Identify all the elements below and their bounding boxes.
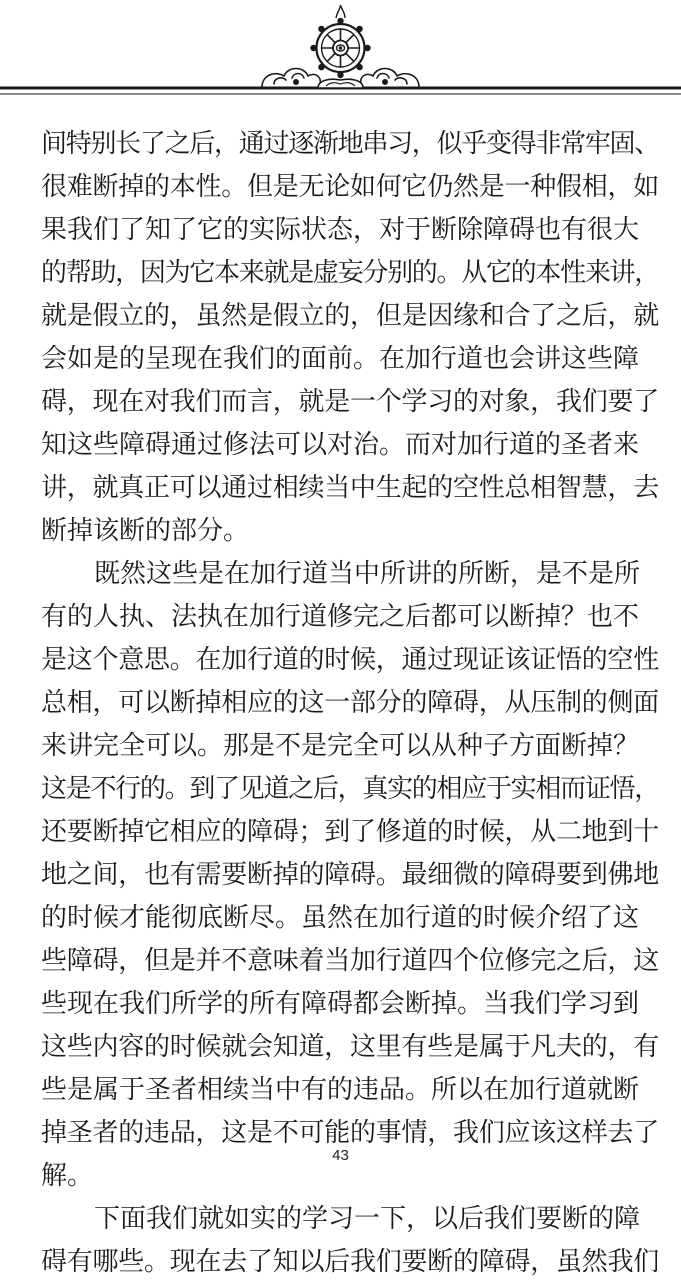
text-line: 的时候才能彻底断尽。虽然在加行道的时候介绍了这 [41,903,640,933]
text-line: 些是属于圣者相续当中有的违品。所以在加行道就断 [41,1075,640,1105]
text-line: 讲，就真正可以通过相续当中生起的空性总相智慧，去 [41,473,660,503]
left-cloud-ornament [262,69,320,88]
paragraph-first-line: 既然这些是在加行道当中所讲的所断，是不是所 [94,559,641,589]
text-line: 有的人执、法执在加行道修完之后都可以断掉？也不 [41,602,640,632]
text-line: 掉圣者的违品，这是不可能的事情，我们应该这样去了 [41,1118,660,1148]
page-number: 43 [332,1147,349,1164]
page-header [0,0,681,108]
text-line: 总相，可以断掉相应的这一部分的障碍，从压制的侧面 [41,688,660,718]
text-line: 会如是的呈现在我们的面前。在加行道也会讲这些障 [41,344,640,374]
text-line: 这是不行的。到了见道之后，真实的相应于实相而证悟， [41,774,660,804]
text-line: 是这个意思。在加行道的时候，通过现证该证悟的空性 [41,645,660,675]
text-line: 的帮助，因为它本来就是虚妄分别的。从它的本性来讲， [41,258,660,288]
text-line: 些障碍，但是并不意味着当加行道四个位修完之后，这 [41,946,660,976]
text-line: 就是假立的，虽然是假立的，但是因缘和合了之后，就 [41,301,660,331]
header-rule [0,88,681,94]
text-line: 这些内容的时候就会知道，这里有些是属于凡夫的，有 [41,1032,660,1062]
text-line: 很难断掉的本性。但是无论如何它仍然是一种假相，如 [41,172,660,202]
text-line: 果我们了知了它的实际状态，对于断除障碍也有很大 [41,215,640,245]
text-line: 还要断掉它相应的障碍；到了修道的时候，从二地到十 [41,817,660,847]
text-line: 来讲完全可以。那是不是完全可以从种子方面断掉？ [41,731,640,761]
dharma-wheel-icon [310,5,370,88]
text-line: 解。 [41,1161,94,1191]
text-line: 间特别长了之后，通过逐渐地串习，似乎变得非常牢固、 [41,129,660,159]
text-line: 断掉该断的部分。 [41,516,250,546]
right-cloud-ornament [361,69,419,88]
paragraph-first-line: 下面我们就如实的学习一下，以后我们要断的障 [94,1204,641,1234]
page-body-text [41,123,659,1284]
text-line: 碍有哪些。现在去了知以后我们要断的障碍，虽然我们 [41,1247,660,1277]
text-line: 知这些障碍通过修法可以对治。而对加行道的圣者来 [41,430,640,460]
text-line: 地之间，也有需要断掉的障碍。最细微的障碍要到佛地 [41,860,660,890]
text-line: 碍，现在对我们而言，就是一个学习的对象，我们要了 [41,387,660,417]
text-line: 些现在我们所学的所有障碍都会断掉。当我们学习到 [41,989,640,1019]
